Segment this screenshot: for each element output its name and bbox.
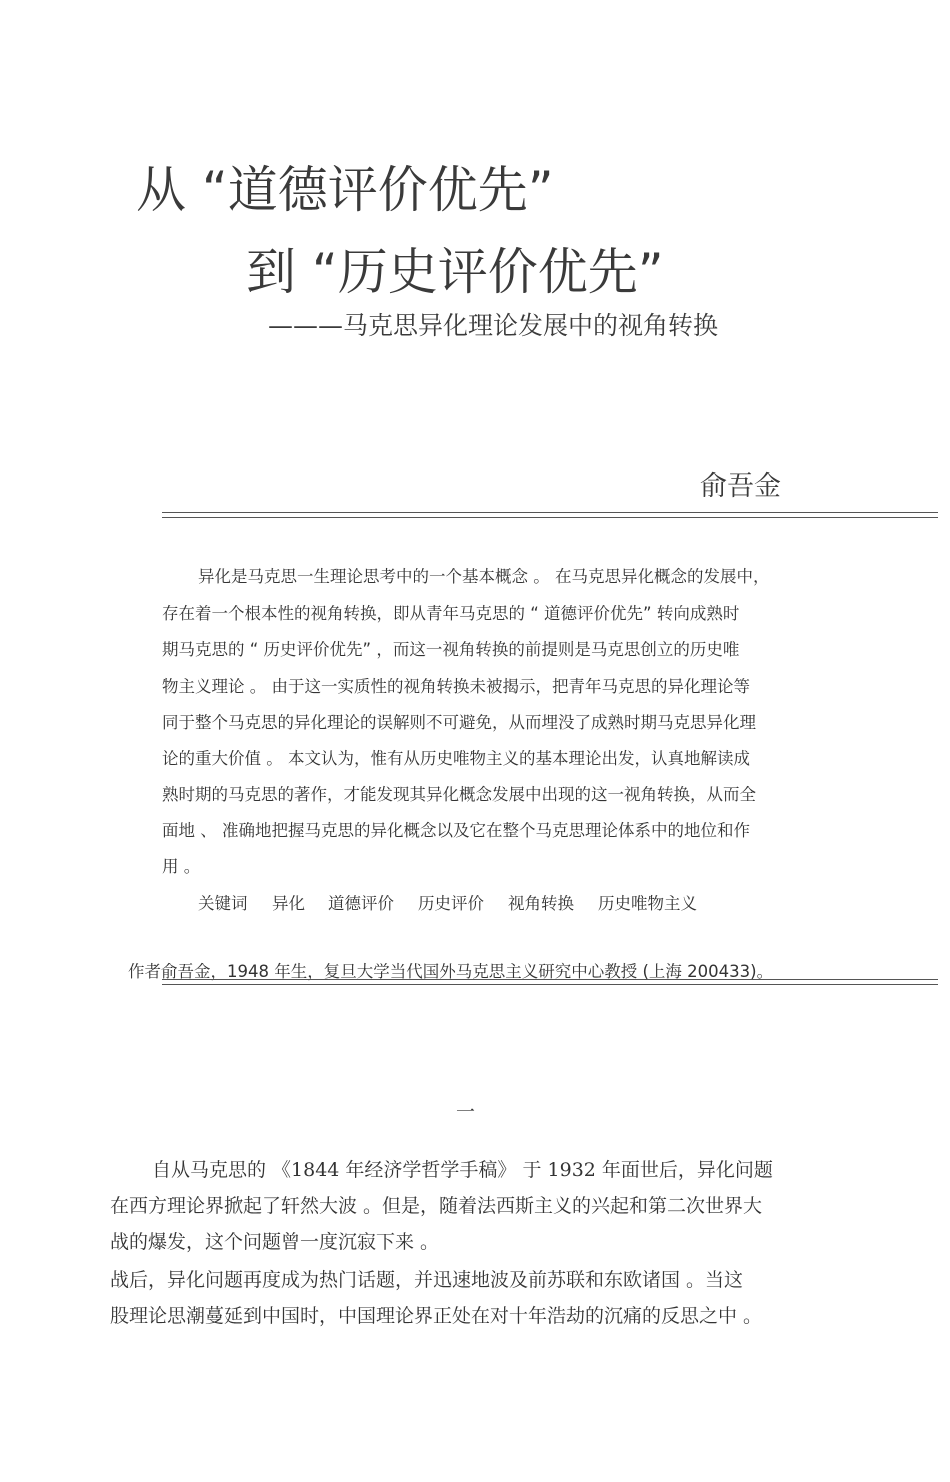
body-line: 自从马克思的 《1844 年经济学哲学手稿》 于 1932 年面世后，异化问题 [152, 1159, 773, 1181]
keywords-label: 关键词 [198, 894, 248, 913]
abstract-line: 存在着一个根本性的视角转换，即从青年马克思的 “ 道德评价优先” 转向成熟时 [162, 604, 740, 623]
keyword: 道德评价 [328, 894, 394, 913]
keyword: 历史唯物主义 [598, 894, 697, 913]
abstract-line: 熟时期的马克思的著作，才能发现其异化概念发展中出现的这一视角转换，从而全 [162, 785, 756, 804]
top-rule-1 [162, 512, 938, 513]
keyword: 异化 [272, 894, 305, 913]
body-line: 在西方理论界掀起了轩然大波 。但是，随着法西斯主义的兴起和第二次世界大 [110, 1195, 763, 1217]
author-note: 作者俞吾金，1948 年生，复旦大学当代国外马克思主义研究中心教授 (上海 200433)。 [128, 962, 774, 981]
subtitle: ———马克思异化理论发展中的视角转换 [268, 311, 719, 340]
title-line-1: 从 “道德评价优先” [136, 161, 554, 219]
keyword: 视角转换 [508, 894, 574, 913]
abstract-line: 异化是马克思一生理论思考中的一个基本概念 。 在马克思异化概念的发展中， [198, 567, 770, 586]
abstract-line: 期马克思的 “ 历史评价优先” ，而这一视角转换的前提则是马克思创立的历史唯 [162, 640, 740, 659]
abstract-line: 同于整个马克思的异化理论的误解则不可避免，从而埋没了成熟时期马克思异化理 [162, 713, 756, 732]
top-rule-2 [162, 517, 938, 518]
author-name: 俞吾金 [700, 471, 781, 502]
abstract-line: 物主义理论 。 由于这一实质性的视角转换未被揭示，把青年马克思的异化理论等 [162, 677, 750, 696]
bottom-rule-1 [162, 979, 938, 980]
section-number: 一 [456, 1101, 476, 1123]
abstract-line: 用 。 [162, 857, 201, 876]
abstract-line: 论的重大价值 。 本文认为，惟有从历史唯物主义的基本理论出发，认真地解读成 [162, 749, 750, 768]
keyword: 历史评价 [418, 894, 484, 913]
title-line-2: 到 “历史评价优先” [246, 243, 664, 301]
body-line: 战的爆发，这个问题曾一度沉寂下来 。 [110, 1231, 440, 1253]
body-line: 股理论思潮蔓延到中国时，中国理论界正处在对十年浩劫的沉痛的反思之中 。 [110, 1305, 763, 1327]
abstract-line: 面地 、 准确地把握马克思的异化概念以及它在整个马克思理论体系中的地位和作 [162, 821, 750, 840]
body-line: 战后，异化问题再度成为热门话题，并迅速地波及前苏联和东欧诸国 。当这 [110, 1269, 744, 1291]
bottom-rule-2 [162, 984, 938, 985]
